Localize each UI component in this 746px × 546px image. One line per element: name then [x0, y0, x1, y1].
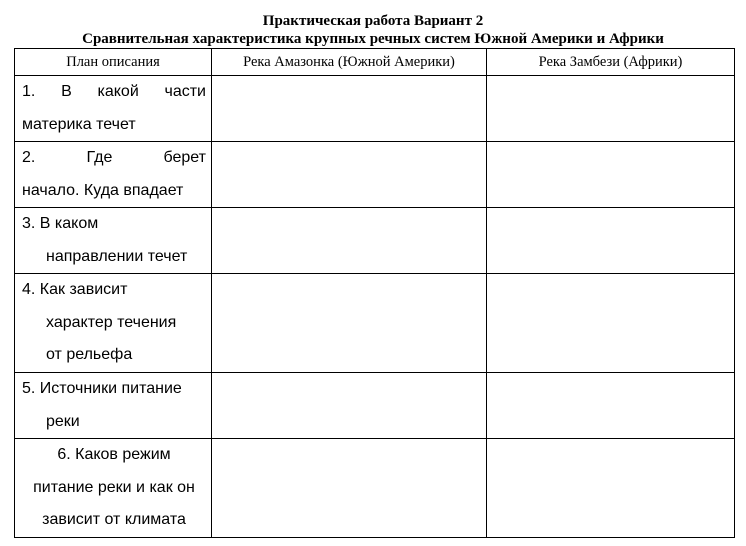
plan-cell: [15, 373, 212, 439]
plan-line: 5. Источники питание: [22, 380, 182, 397]
plan-line: [22, 142, 206, 175]
zambezi-answer-cell[interactable]: [487, 373, 735, 439]
amazon-answer-cell[interactable]: [212, 274, 487, 373]
plan-word: берет: [163, 149, 206, 166]
plan-cell: [15, 274, 212, 373]
plan-line: 3. В каком: [22, 215, 99, 232]
worksheet-subtitle: Сравнительная характеристика крупных речных систем Южной Америки и Африки: [82, 31, 664, 47]
plan-word: 1.: [22, 83, 36, 100]
zambezi-answer-cell[interactable]: [487, 274, 735, 373]
table-row: [15, 142, 735, 208]
column-header-zambezi: Река Замбези (Африки): [487, 49, 735, 76]
plan-word: части: [164, 83, 206, 100]
amazon-answer-cell[interactable]: [212, 142, 487, 208]
amazon-answer-cell[interactable]: [212, 76, 487, 142]
plan-line: характер течения: [46, 313, 177, 331]
plan-word: Где: [86, 149, 113, 166]
table-row: [15, 373, 735, 439]
table-row: [15, 76, 735, 142]
table-row: [15, 274, 735, 373]
plan-line: начало. Куда впадает: [22, 181, 184, 199]
plan-line: материка течет: [22, 115, 136, 133]
amazon-answer-cell[interactable]: [212, 439, 487, 538]
worksheet-title: Практическая работа Вариант 2: [262, 13, 484, 29]
table-row: [15, 439, 735, 538]
plan-cell: [15, 439, 212, 538]
plan-line: зависит от климата: [42, 511, 186, 528]
comparison-table: [14, 48, 735, 538]
zambezi-answer-cell[interactable]: [487, 208, 735, 274]
zambezi-answer-cell[interactable]: [487, 76, 735, 142]
plan-word: В: [61, 83, 72, 100]
zambezi-answer-cell[interactable]: [487, 142, 735, 208]
column-header-plan: План описания: [15, 49, 212, 76]
plan-line: реки: [46, 412, 80, 430]
table-row: [15, 208, 735, 274]
plan-line: питание реки и как он: [33, 478, 195, 496]
zambezi-answer-cell[interactable]: [487, 439, 735, 538]
plan-line: 6. Каков режим: [57, 446, 171, 463]
plan-line: [22, 76, 206, 109]
plan-cell: [15, 76, 212, 142]
plan-word: 2.: [22, 149, 36, 166]
amazon-answer-cell[interactable]: [212, 373, 487, 439]
plan-line: 4. Как зависит: [22, 281, 128, 298]
plan-line: направлении течет: [46, 247, 188, 265]
plan-word: какой: [97, 83, 139, 100]
plan-line: от рельефа: [46, 346, 133, 363]
plan-cell: [15, 208, 212, 274]
column-header-amazon: Река Амазонка (Южной Америки): [212, 49, 487, 76]
table-header-row: [15, 49, 735, 76]
plan-cell: [15, 142, 212, 208]
amazon-answer-cell[interactable]: [212, 208, 487, 274]
